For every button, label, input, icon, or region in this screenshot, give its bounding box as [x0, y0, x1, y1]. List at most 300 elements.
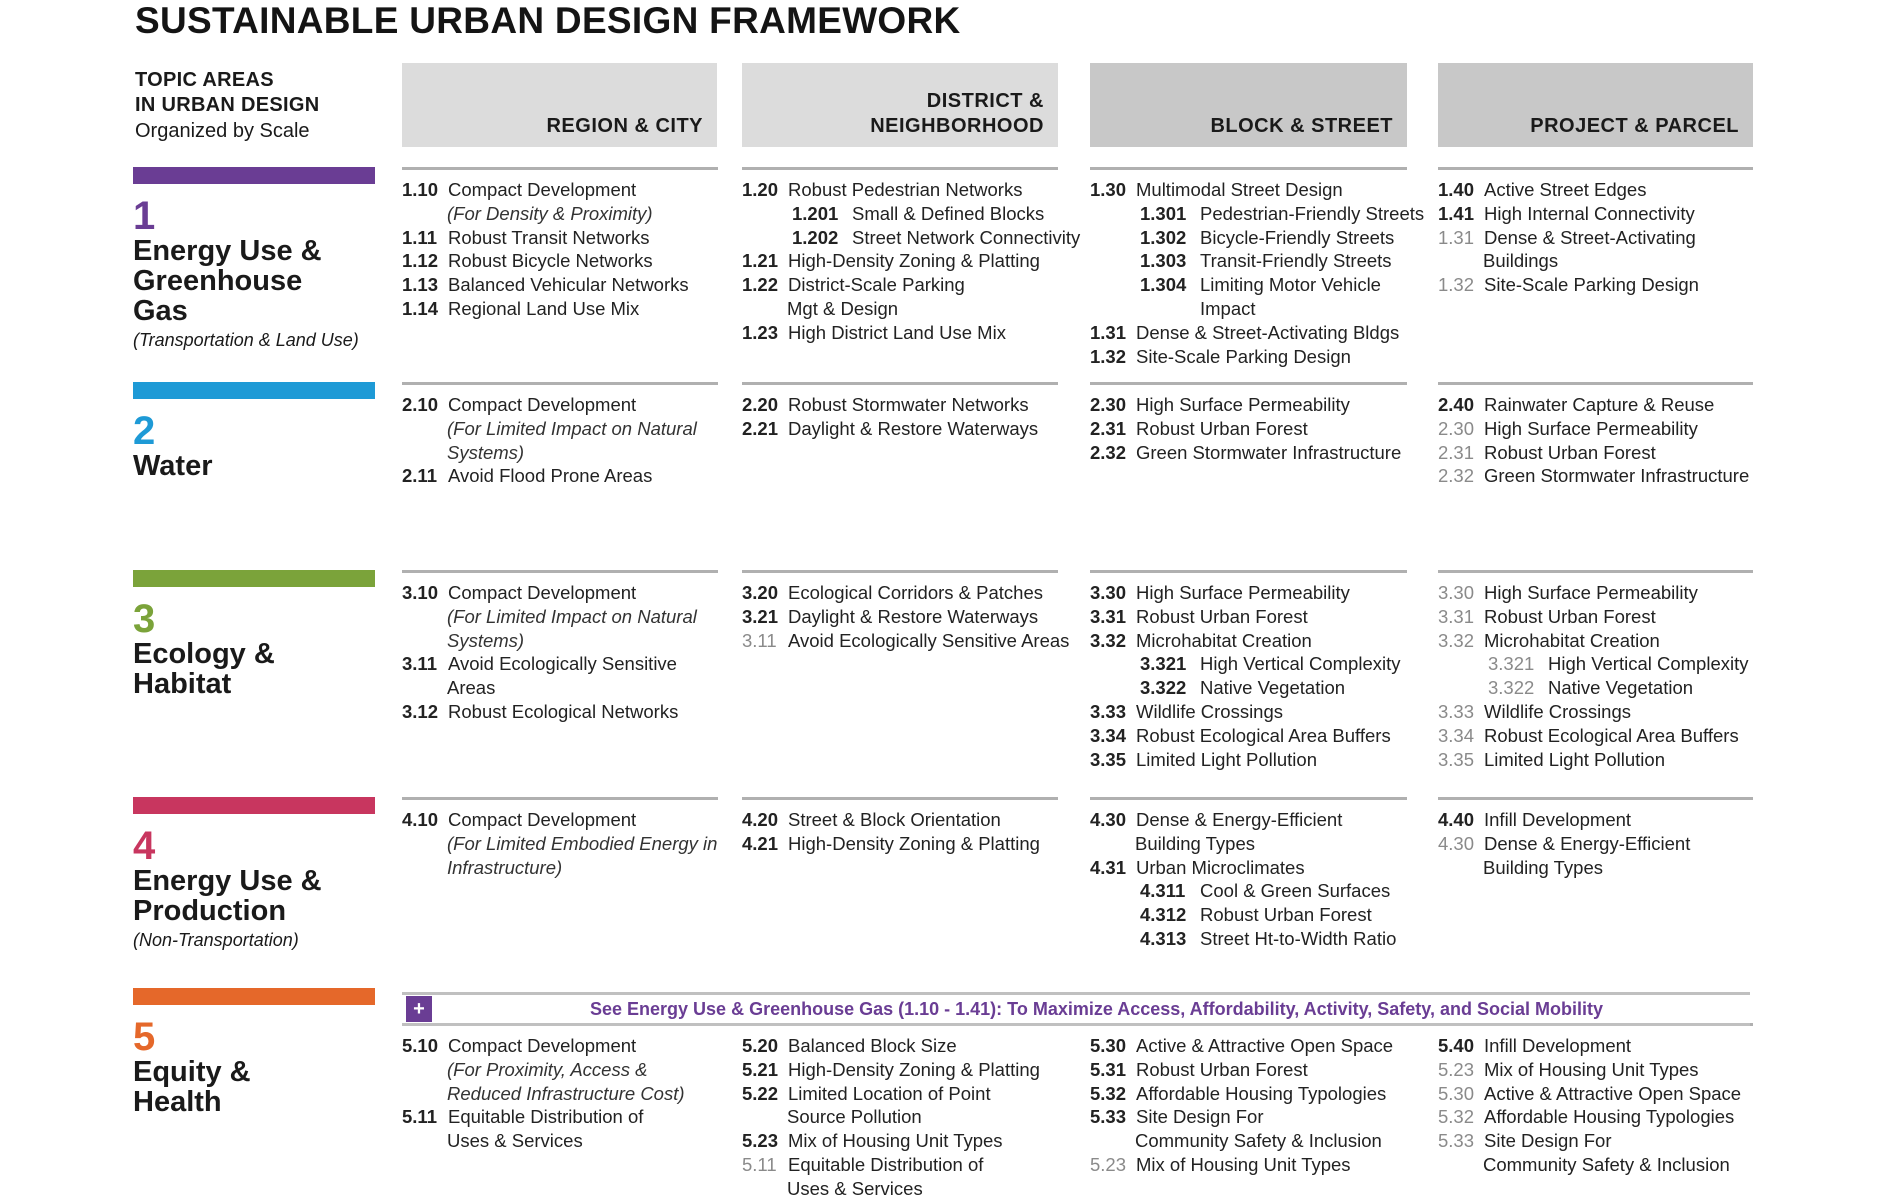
item-number: 3.321 — [1488, 653, 1535, 675]
item-number: 5.21 — [742, 1058, 779, 1080]
item-label: Street & Block Orientation — [788, 809, 1001, 830]
item-number: 4.10 — [402, 809, 439, 830]
framework-item-1-302 — [1090, 226, 1407, 250]
item-label: Active & Attractive Open Space — [1136, 1035, 1394, 1056]
item-label: Wildlife Crossings — [1136, 700, 1284, 722]
item-label: Native Vegetation — [1200, 677, 1346, 699]
item-label: Infill Development — [1484, 1035, 1632, 1056]
item-number: 2.30 — [1438, 417, 1475, 439]
framework-item-2-11 — [402, 464, 718, 488]
category-3 — [133, 570, 375, 699]
item-continuation: Community Safety & Inclusion — [1483, 1153, 1730, 1175]
item-label: Daylight & Restore Waterways — [788, 605, 1039, 627]
item-number: 1.202 — [792, 226, 839, 248]
item-label: Avoid Flood Prone Areas — [448, 465, 653, 487]
topic-areas-header — [135, 68, 385, 144]
item-label: Compact Development — [448, 394, 637, 415]
item-label: Equitable Distribution of — [788, 1153, 984, 1175]
topic-header-line1: TOPIC AREAS — [135, 69, 274, 91]
framework-item-5-20 — [742, 1034, 1058, 1058]
item-label: Daylight & Restore Waterways — [788, 417, 1039, 439]
framework-item-1-31 — [1438, 226, 1753, 250]
item-note: (For Limited Impact on Natural Systems) — [447, 605, 697, 651]
framework-item-3-30 — [1090, 581, 1407, 605]
item-number: 1.12 — [402, 250, 439, 272]
framework-item-1-40 — [1438, 178, 1753, 202]
item-number: 5.33 — [1438, 1130, 1475, 1152]
framework-item-2-40 — [1438, 393, 1753, 417]
framework-item-2-10 — [402, 393, 718, 417]
item-number: 2.11 — [402, 465, 437, 487]
framework-item-3-30 — [1438, 581, 1753, 605]
category-color-bar — [133, 797, 375, 814]
category-1 — [133, 167, 375, 352]
item-label: Dense & Energy-Efficient — [1136, 809, 1343, 830]
framework-item-3-321 — [1090, 652, 1407, 676]
item-number: 4.313 — [1140, 927, 1187, 949]
item-number: 1.303 — [1140, 250, 1187, 272]
item-number: 1.10 — [402, 179, 439, 200]
framework-item-3-35 — [1090, 748, 1407, 772]
category-subtitle: (Non-Transportation) — [133, 930, 299, 950]
framework-item-3-321 — [1438, 652, 1753, 676]
framework-item-1-32 — [1090, 345, 1407, 369]
item-continuation: Building Types — [1483, 856, 1603, 878]
item-label: Multimodal Street Design — [1136, 179, 1343, 200]
item-number: 3.20 — [742, 582, 779, 603]
category-color-bar — [133, 988, 375, 1005]
item-label: Avoid Ecologically Sensitive Areas — [788, 629, 1070, 651]
plus-icon: + — [406, 996, 432, 1022]
item-note: (For Proximity, Access & Reduced Infrastructure Cost) — [447, 1058, 685, 1104]
cell-3-1 — [402, 570, 718, 724]
item-label: District-Scale Parking — [788, 274, 965, 296]
item-number: 1.201 — [792, 202, 839, 224]
item-number: 4.21 — [742, 832, 779, 854]
item-number: 1.13 — [402, 274, 439, 296]
framework-item-1-30 — [1090, 178, 1407, 202]
framework-item-1-202 — [742, 226, 1081, 250]
item-label: Wildlife Crossings — [1484, 700, 1632, 722]
equity-reference-banner — [402, 992, 1750, 1026]
framework-item-5-33 — [1090, 1105, 1407, 1129]
item-label: Limiting Motor Vehicle — [1200, 274, 1381, 296]
item-number: 1.304 — [1140, 274, 1187, 296]
framework-item-4-10 — [402, 808, 718, 832]
item-label: Compact Development — [448, 582, 637, 603]
framework-item-5-31 — [1090, 1058, 1407, 1082]
item-continuation: Impact — [1200, 297, 1256, 319]
item-number: 5.23 — [1090, 1153, 1127, 1175]
framework-item-1-20 — [742, 178, 1058, 202]
page-title: SUSTAINABLE URBAN DESIGN FRAMEWORK — [135, 0, 961, 41]
item-label: Site Design For — [1136, 1106, 1264, 1128]
topic-header-line2: IN URBAN DESIGN — [135, 94, 320, 116]
category-number: 3 — [133, 597, 156, 641]
cell-5-1 — [402, 1023, 718, 1153]
framework-item-5-30 — [1438, 1082, 1753, 1106]
item-number: 5.32 — [1438, 1106, 1475, 1128]
cell-1-4 — [1438, 167, 1753, 297]
framework-item-1-32 — [1438, 273, 1753, 297]
framework-item-5-33 — [1438, 1129, 1753, 1153]
item-label: High Surface Permeability — [1136, 582, 1350, 603]
category-color-bar — [133, 167, 375, 184]
framework-item-1-304 — [1090, 273, 1407, 297]
item-number: 5.33 — [1090, 1106, 1127, 1128]
framework-item-5-40 — [1438, 1034, 1753, 1058]
item-label: Microhabitat Creation — [1136, 629, 1312, 651]
category-name-line: Gas — [133, 295, 188, 327]
item-label: Compact Development — [448, 179, 637, 200]
framework-item-3-31 — [1438, 605, 1753, 629]
framework-item-3-34 — [1090, 724, 1407, 748]
column-header-line2: BLOCK & STREET — [1210, 115, 1393, 137]
framework-item-2-31 — [1438, 441, 1753, 465]
framework-item-1-201 — [742, 202, 1058, 226]
item-label: Street Network Connectivity — [852, 226, 1081, 248]
category-number: 2 — [133, 409, 156, 453]
cell-5-2 — [742, 1023, 1058, 1201]
item-label: Robust Urban Forest — [1136, 1058, 1308, 1080]
item-label: Robust Ecological Area Buffers — [1136, 724, 1391, 746]
item-number: 3.35 — [1438, 748, 1475, 770]
item-number: 1.302 — [1140, 226, 1187, 248]
cell-4-3 — [1090, 797, 1407, 951]
cell-1-2 — [742, 167, 1081, 345]
item-label: Limited Light Pollution — [1484, 748, 1665, 770]
column-header-district-neighborhood — [742, 63, 1058, 147]
item-label: High-Density Zoning & Platting — [788, 250, 1040, 272]
item-label: Robust Urban Forest — [1136, 417, 1308, 439]
item-number: 5.31 — [1090, 1058, 1127, 1080]
item-number: 3.30 — [1438, 582, 1475, 603]
item-continuation: Buildings — [1483, 250, 1559, 272]
category-name-line: Health — [133, 1086, 222, 1118]
cell-1-1 — [402, 167, 718, 321]
item-note: (For Limited Embodied Energy in Infrastructure) — [447, 832, 718, 878]
item-number: 5.11 — [742, 1153, 777, 1175]
item-label: Robust Ecological Networks — [448, 700, 679, 722]
category-subtitle: (Transportation & Land Use) — [133, 330, 359, 350]
item-label: Urban Microclimates — [1136, 856, 1305, 878]
item-number: 3.32 — [1438, 629, 1475, 651]
item-label: Microhabitat Creation — [1484, 629, 1660, 651]
item-number: 3.12 — [402, 700, 439, 722]
framework-item-5-10 — [402, 1034, 718, 1058]
item-label: Affordable Housing Typologies — [1136, 1082, 1387, 1104]
item-number: 4.31 — [1090, 856, 1127, 878]
item-number: 4.312 — [1140, 904, 1187, 926]
item-number: 1.22 — [742, 274, 779, 296]
item-number: 1.14 — [402, 297, 439, 319]
framework-item-5-11 — [742, 1153, 1058, 1177]
cell-5-3 — [1090, 1023, 1407, 1177]
item-label: Regional Land Use Mix — [448, 297, 640, 319]
framework-item-1-10 — [402, 178, 718, 202]
item-number: 5.20 — [742, 1035, 779, 1056]
item-number: 3.10 — [402, 582, 439, 603]
category-name-line: Ecology & — [133, 638, 275, 670]
cell-2-1 — [402, 382, 718, 488]
column-header-region-city — [402, 63, 717, 147]
item-label: High Surface Permeability — [1484, 582, 1698, 603]
framework-item-5-11 — [402, 1105, 718, 1129]
item-number: 1.11 — [402, 226, 437, 248]
item-label: Mix of Housing Unit Types — [1484, 1058, 1699, 1080]
item-label: Dense & Energy-Efficient — [1484, 832, 1691, 854]
item-label: Dense & Street-Activating — [1484, 226, 1696, 248]
item-label: Street Ht-to-Width Ratio — [1200, 927, 1397, 949]
category-name-line: Energy Use & — [133, 235, 322, 267]
item-continuation: Building Types — [1135, 832, 1255, 854]
item-note: (For Density & Proximity) — [447, 202, 653, 224]
item-number: 3.11 — [402, 653, 437, 675]
cell-3-2 — [742, 570, 1070, 652]
item-number: 3.35 — [1090, 748, 1127, 770]
item-number: 5.30 — [1090, 1035, 1127, 1056]
framework-item-3-32 — [1438, 629, 1753, 653]
framework-item-1-301 — [1090, 202, 1425, 226]
framework-item-1-22 — [742, 273, 1058, 297]
framework-item-5-23 — [1090, 1153, 1407, 1177]
item-label: Infill Development — [1484, 809, 1632, 830]
framework-item-2-32 — [1438, 464, 1753, 488]
framework-item-2-21 — [742, 417, 1058, 441]
item-label: Mix of Housing Unit Types — [1136, 1153, 1351, 1175]
item-number: 3.11 — [742, 629, 777, 651]
item-label: Robust Bicycle Networks — [448, 250, 653, 272]
framework-item-1-23 — [742, 321, 1058, 345]
item-continuation: Uses & Services — [787, 1177, 923, 1199]
item-number: 1.30 — [1090, 179, 1127, 200]
item-label: High Vertical Complexity — [1200, 653, 1401, 675]
framework-item-2-20 — [742, 393, 1058, 417]
item-number: 3.322 — [1140, 677, 1187, 699]
category-number: 5 — [133, 1015, 156, 1059]
item-number: 1.21 — [742, 250, 779, 272]
framework-item-3-33 — [1090, 700, 1407, 724]
item-number: 1.23 — [742, 321, 779, 343]
framework-item-1-41 — [1438, 202, 1753, 226]
item-number: 5.11 — [402, 1106, 437, 1128]
framework-item-4-31 — [1090, 856, 1407, 880]
item-label: Balanced Vehicular Networks — [448, 274, 689, 296]
item-label: Site Design For — [1484, 1130, 1612, 1152]
item-label: Active & Attractive Open Space — [1484, 1082, 1742, 1104]
framework-item-1-13 — [402, 273, 718, 297]
framework-item-5-23 — [1438, 1058, 1753, 1082]
item-label: Compact Development — [448, 809, 637, 830]
item-number: 1.40 — [1438, 179, 1475, 200]
item-number: 2.32 — [1438, 465, 1475, 487]
framework-item-2-30 — [1438, 417, 1753, 441]
cell-5-4 — [1438, 1023, 1753, 1177]
framework-item-3-11 — [742, 629, 1070, 653]
framework-item-5-22 — [742, 1082, 1058, 1106]
framework-item-5-21 — [742, 1058, 1058, 1082]
item-label: Robust Pedestrian Networks — [788, 179, 1023, 200]
column-header-line2: REGION & CITY — [546, 115, 703, 137]
item-number: 3.33 — [1438, 700, 1475, 722]
item-label: High-Density Zoning & Platting — [788, 1058, 1040, 1080]
item-label: High Vertical Complexity — [1548, 653, 1749, 675]
item-number: 2.30 — [1090, 394, 1127, 415]
item-label: Affordable Housing Typologies — [1484, 1106, 1735, 1128]
item-number: 1.32 — [1438, 274, 1475, 296]
item-label: Ecological Corridors & Patches — [788, 582, 1043, 603]
item-label: Dense & Street-Activating Bldgs — [1136, 321, 1400, 343]
framework-item-2-32 — [1090, 441, 1407, 465]
item-label: Active Street Edges — [1484, 179, 1647, 200]
item-label: Bicycle-Friendly Streets — [1200, 226, 1395, 248]
item-number: 3.34 — [1090, 724, 1127, 746]
framework-item-1-303 — [1090, 249, 1407, 273]
category-name-line: Greenhouse — [133, 265, 303, 297]
item-label: Robust Urban Forest — [1200, 904, 1372, 926]
item-label: Transit-Friendly Streets — [1200, 250, 1392, 272]
column-header-line2: NEIGHBORHOOD — [870, 115, 1044, 137]
cell-2-2 — [742, 382, 1058, 441]
framework-item-3-34 — [1438, 724, 1753, 748]
item-number: 5.30 — [1438, 1082, 1475, 1104]
item-label: Robust Urban Forest — [1484, 441, 1656, 463]
item-label: Green Stormwater Infrastructure — [1136, 441, 1402, 463]
framework-item-3-35 — [1438, 748, 1753, 772]
cell-3-4 — [1438, 570, 1753, 771]
item-number: 4.30 — [1438, 832, 1475, 854]
item-number: 3.31 — [1438, 605, 1475, 627]
framework-item-4-30 — [1438, 832, 1753, 856]
framework-item-4-30 — [1090, 808, 1407, 832]
item-label: Robust Ecological Area Buffers — [1484, 724, 1739, 746]
item-number: 3.321 — [1140, 653, 1187, 675]
cell-4-4 — [1438, 797, 1753, 879]
item-continuation: Mgt & Design — [787, 297, 899, 319]
item-label: High Surface Permeability — [1484, 417, 1698, 439]
framework-item-1-11 — [402, 226, 718, 250]
item-number: 4.40 — [1438, 809, 1475, 830]
framework-item-3-32 — [1090, 629, 1407, 653]
item-number: 1.20 — [742, 179, 779, 200]
item-continuation: Uses & Services — [447, 1130, 583, 1152]
item-label: High Surface Permeability — [1136, 394, 1350, 415]
column-header-line1: DISTRICT & — [926, 90, 1044, 112]
item-label: Limited Location of Point — [788, 1082, 991, 1104]
item-number: 5.32 — [1090, 1082, 1127, 1104]
cell-4-2 — [742, 797, 1058, 856]
column-header-block-street — [1090, 63, 1407, 147]
item-number: 1.41 — [1438, 202, 1475, 224]
item-number: 4.20 — [742, 809, 779, 830]
item-number: 5.10 — [402, 1035, 439, 1056]
item-number: 5.22 — [742, 1082, 779, 1104]
framework-item-2-31 — [1090, 417, 1407, 441]
framework-item-3-11 — [402, 652, 718, 676]
framework-item-4-20 — [742, 808, 1058, 832]
item-number: 5.40 — [1438, 1035, 1475, 1056]
framework-item-3-31 — [1090, 605, 1407, 629]
category-number: 4 — [133, 824, 156, 868]
item-label: Limited Light Pollution — [1136, 748, 1317, 770]
item-label: Balanced Block Size — [788, 1035, 957, 1056]
category-2 — [133, 382, 375, 481]
item-number: 1.32 — [1090, 345, 1127, 367]
item-label: Compact Development — [448, 1035, 637, 1056]
item-number: 2.20 — [742, 394, 779, 415]
item-number: 3.34 — [1438, 724, 1475, 746]
framework-item-3-12 — [402, 700, 718, 724]
cell-1-3 — [1090, 167, 1425, 368]
item-label: Rainwater Capture & Reuse — [1484, 394, 1715, 415]
cell-3-3 — [1090, 570, 1407, 771]
category-number: 1 — [133, 194, 156, 238]
item-label: High-Density Zoning & Platting — [788, 832, 1040, 854]
cell-2-3 — [1090, 382, 1407, 464]
item-number: 2.40 — [1438, 394, 1475, 415]
item-continuation: Community Safety & Inclusion — [1135, 1130, 1382, 1152]
framework-item-1-14 — [402, 297, 718, 321]
category-color-bar — [133, 382, 375, 399]
category-name-line: Habitat — [133, 668, 232, 700]
item-number: 4.30 — [1090, 809, 1127, 830]
column-header-line2: PROJECT & PARCEL — [1530, 115, 1739, 137]
category-color-bar — [133, 570, 375, 587]
category-name-line: Production — [133, 895, 287, 927]
item-number: 3.33 — [1090, 700, 1127, 722]
item-label: Robust Urban Forest — [1136, 605, 1308, 627]
item-label: Avoid Ecologically Sensitive — [448, 653, 677, 675]
framework-item-3-21 — [742, 605, 1058, 629]
item-label: Site-Scale Parking Design — [1484, 274, 1699, 296]
framework-item-2-30 — [1090, 393, 1407, 417]
item-label: Robust Stormwater Networks — [788, 394, 1029, 415]
item-label: Mix of Housing Unit Types — [788, 1130, 1003, 1152]
framework-item-3-20 — [742, 581, 1058, 605]
item-continuation: Areas — [447, 677, 496, 699]
framework-item-5-32 — [1090, 1082, 1407, 1106]
item-number: 3.32 — [1090, 629, 1127, 651]
category-5 — [133, 988, 375, 1117]
category-name-line: Equity & — [133, 1056, 251, 1088]
framework-item-4-313 — [1090, 927, 1407, 951]
framework-item-1-31 — [1090, 321, 1407, 345]
item-label: Robust Urban Forest — [1484, 605, 1656, 627]
item-number: 1.31 — [1090, 321, 1127, 343]
item-number: 2.32 — [1090, 441, 1127, 463]
item-label: High Internal Connectivity — [1484, 202, 1695, 224]
framework-item-3-10 — [402, 581, 718, 605]
framework-item-4-311 — [1090, 879, 1407, 903]
item-note: (For Limited Impact on Natural Systems) — [447, 417, 697, 463]
item-number: 5.23 — [1438, 1058, 1475, 1080]
framework-item-3-322 — [1090, 676, 1407, 700]
cell-2-4 — [1438, 382, 1753, 488]
category-name-line: Energy Use & — [133, 865, 322, 897]
framework-item-5-32 — [1438, 1105, 1753, 1129]
item-number: 3.21 — [742, 605, 779, 627]
column-header-project-parcel — [1438, 63, 1753, 147]
item-number: 2.10 — [402, 394, 439, 415]
framework-item-3-322 — [1438, 676, 1753, 700]
topic-header-line3: Organized by Scale — [135, 120, 310, 142]
item-label: Native Vegetation — [1548, 677, 1694, 699]
framework-item-1-12 — [402, 249, 718, 273]
item-label: Cool & Green Surfaces — [1200, 880, 1391, 902]
item-number: 3.30 — [1090, 582, 1127, 603]
item-label: Site-Scale Parking Design — [1136, 345, 1351, 367]
framework-item-4-40 — [1438, 808, 1753, 832]
